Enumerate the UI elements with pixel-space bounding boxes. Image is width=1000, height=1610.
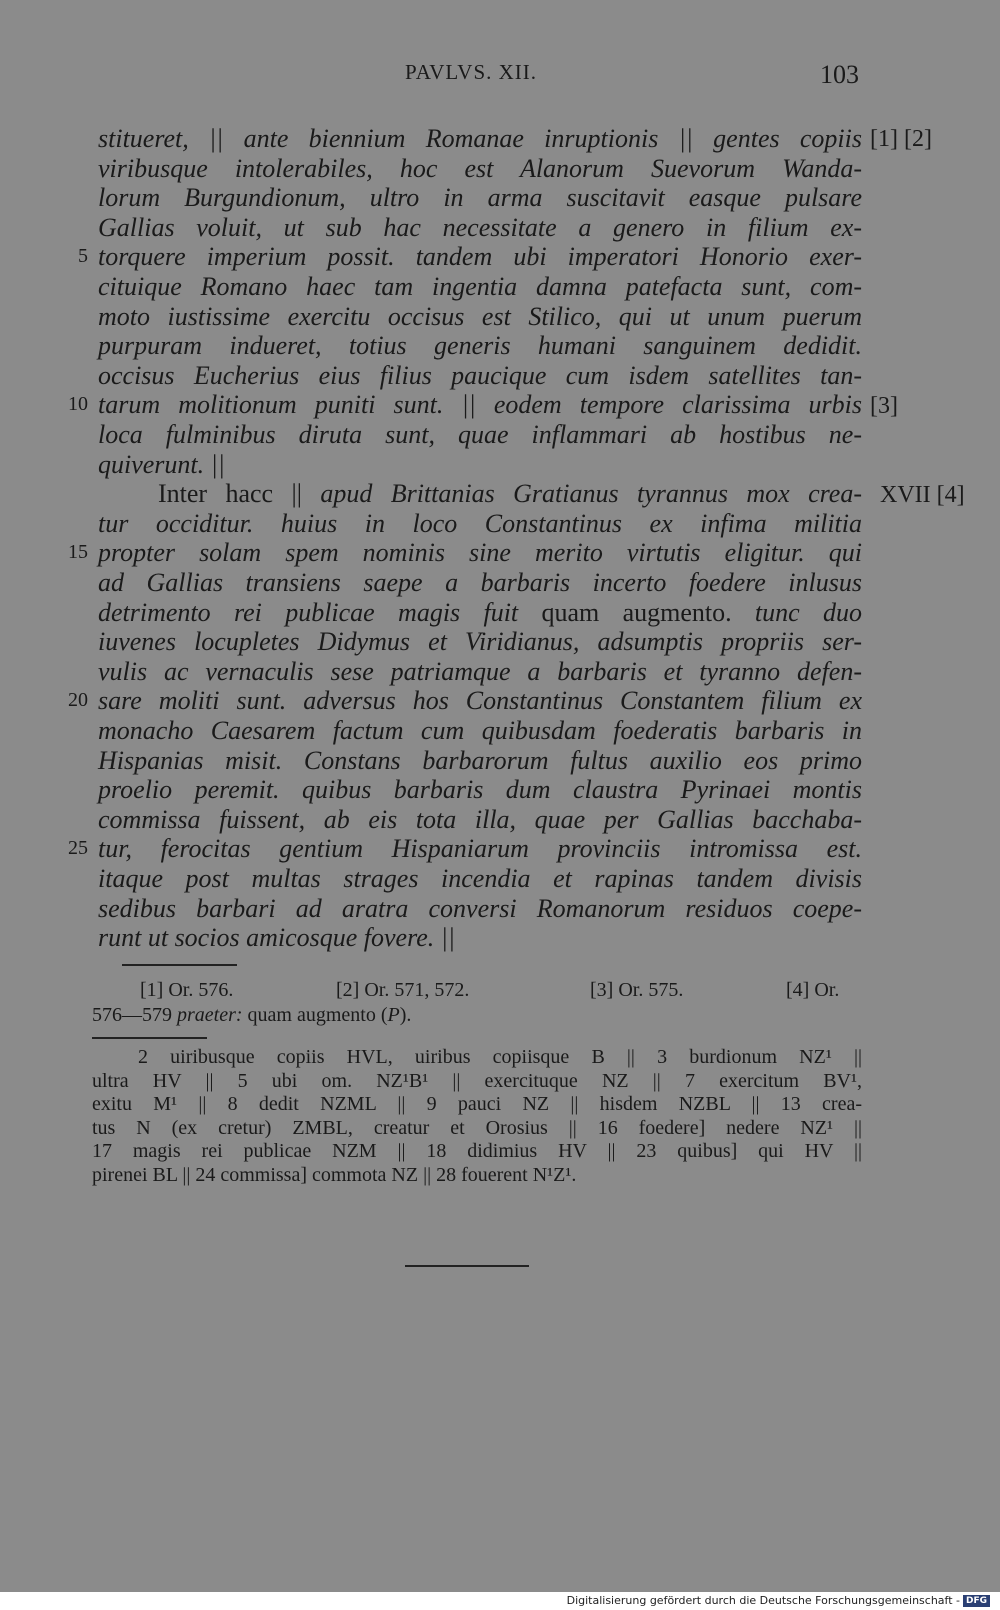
text-run: Gallias voluit, ut sub hac necessitate a genero in filium ex- [98, 212, 862, 242]
end-rule [405, 1265, 529, 1267]
apparatus-line: exitu M¹ || 8 dedit NZML || 9 pauci NZ || hisdem NZBL || 13 crea- [92, 1093, 862, 1115]
apparatus-line: pirenei BL || 24 commissa] commota NZ || 28 fouerent N¹Z¹. [92, 1163, 577, 1186]
text-line [98, 834, 862, 864]
text-run: viribusque intolerabiles, hoc est Alanorum Suevorum Wanda- [98, 153, 862, 183]
text-run: iuvenes locupletes Didymus et Viridianus, adsumptis propriis ser- [98, 627, 862, 657]
text-line [98, 598, 862, 628]
text-line [98, 331, 862, 361]
text-run: sare moliti sunt. adversus hos Constantinus Constantem filium ex [98, 686, 862, 716]
text-run: loca fulminibus diruta sunt, quae inflammari ab hostibus ne- [98, 420, 862, 449]
text-run: detrimento rei publicae magis fuit [98, 597, 542, 627]
margin-note: [3] [870, 393, 898, 419]
text-run: Hispanias misit. Constans barbarorum fultus auxilio eos primo [98, 745, 862, 775]
text-run: proelio peremit. quibus barbaris dum claustra Pyrinaei montis [98, 775, 862, 805]
text-line [98, 213, 862, 243]
digitization-footer: Digitalisierung gefördert durch die Deutsche Forschungsgemeinschaft - DFG [567, 1593, 990, 1609]
source-note-3: [3] Or. 575. [590, 979, 684, 1001]
text-line [98, 923, 862, 953]
text-run: quam augmento. [541, 597, 732, 627]
text-run: Inter hacc || [158, 479, 321, 509]
text-line [98, 272, 862, 302]
text-line [98, 775, 862, 805]
text-run: moto iustissime exercitu occisus est Stilico, qui ut unum puerum [98, 301, 862, 331]
line-number: 20 [68, 689, 88, 711]
text-line [98, 242, 862, 272]
source-note-1: [1] Or. 576. [140, 979, 234, 1001]
line-number: 5 [78, 245, 88, 267]
text-run: quiverunt. || [98, 449, 225, 479]
text-line [98, 124, 862, 154]
text-run: torquere imperium possit. tandem ubi imperatori Honorio exer- [98, 242, 862, 272]
text-run: purpuram indueret, totius generis humani sanguinem dedidit. [98, 331, 862, 361]
text-line [98, 509, 862, 539]
text-run: cituique Romano haec tam ingentia damna patefacta sunt, com- [98, 272, 862, 301]
source-note-4-continued: 576—579 praeter: quam augmento (P). [92, 1004, 412, 1026]
text-run: lorum Burgundionum, ultro in arma suscitavit easque pulsare [98, 183, 862, 213]
text-line [98, 390, 862, 420]
text-line [98, 302, 862, 332]
text-line [98, 450, 862, 480]
text-line [98, 154, 862, 184]
text-run: propter solam spem nominis sine merito virtutis eligitur. qui [98, 538, 862, 568]
text-run: tur, ferocitas gentium Hispaniarum provinciis intromissa est. [98, 834, 862, 864]
source-note-2: [2] Or. 571, 572. [336, 979, 470, 1001]
text-run: apud Brittanias Gratianus tyrannus mox crea- [320, 479, 862, 509]
text-run: tur occiditur. huius in loco Constantinus ex infima militia [98, 508, 862, 538]
text-line [98, 538, 862, 568]
text-line [158, 479, 862, 509]
text-run: vulis ac vernaculis sese patriamque a barbaris et tyranno defen- [98, 656, 862, 686]
text-run: sedibus barbari ad aratra conversi Romanorum residuos coepe- [98, 893, 862, 923]
text-line [98, 568, 862, 598]
text-line [98, 894, 862, 924]
footnote-rule [122, 964, 237, 966]
text-line [98, 686, 862, 716]
text-run: runt ut socios amicosque fovere. || [98, 923, 456, 953]
line-number: 15 [68, 541, 88, 563]
text-run: tunc duo [731, 597, 862, 627]
text-line [98, 361, 862, 391]
apparatus-line: ultra HV || 5 ubi om. NZ¹B¹ || exercituque NZ || 7 exercitum BV¹, [92, 1069, 862, 1092]
text-line [98, 805, 862, 835]
apparatus-rule [92, 1037, 207, 1039]
margin-note: [1] [2] [870, 126, 932, 152]
dfg-logo: DFG [963, 1595, 990, 1607]
text-run: stitueret, || ante biennium Romanae inruptionis || gentes copiis [98, 124, 862, 153]
line-number: 10 [68, 393, 88, 415]
text-line [98, 657, 862, 687]
running-header: PAVLVS. XII. [405, 60, 538, 84]
page-number: 103 [820, 60, 859, 89]
text-run: itaque post multas strages incendia et rapinas tandem divisis [98, 864, 862, 893]
text-run: tarum molitionum puniti sunt. || eodem tempore clarissima urbis [98, 390, 862, 420]
apparatus-line: 17 magis rei publicae NZM || 18 didimius HV || 23 quibus] qui HV || [92, 1140, 862, 1162]
text-line [98, 627, 862, 657]
text-line [98, 864, 862, 894]
text-run: commissa fuissent, ab eis tota illa, quae per Gallias bacchaba- [98, 804, 862, 834]
margin-note: XVII [4] [880, 482, 965, 508]
source-note-4: [4] Or. [786, 979, 840, 1001]
text-run: occisus Eucherius eius filius paucique cum isdem satellites tan- [98, 360, 862, 390]
apparatus-line: 2 uiribusque copiis HVL, uiribus copiisque B || 3 burdionum NZ¹ || [138, 1046, 862, 1068]
line-number: 25 [68, 837, 88, 859]
text-line [98, 746, 862, 776]
text-run: monacho Caesarem factum cum quibusdam foederatis barbaris in [98, 716, 862, 745]
text-run: ad Gallias transiens saepe a barbaris incerto foedere inlusus [98, 568, 862, 597]
apparatus-line: tus N (ex cretur) ZMBL, creatur et Orosius || 16 foedere] nedere NZ¹ || [92, 1116, 862, 1139]
text-line [98, 420, 862, 450]
text-line [98, 716, 862, 746]
text-line [98, 183, 862, 213]
